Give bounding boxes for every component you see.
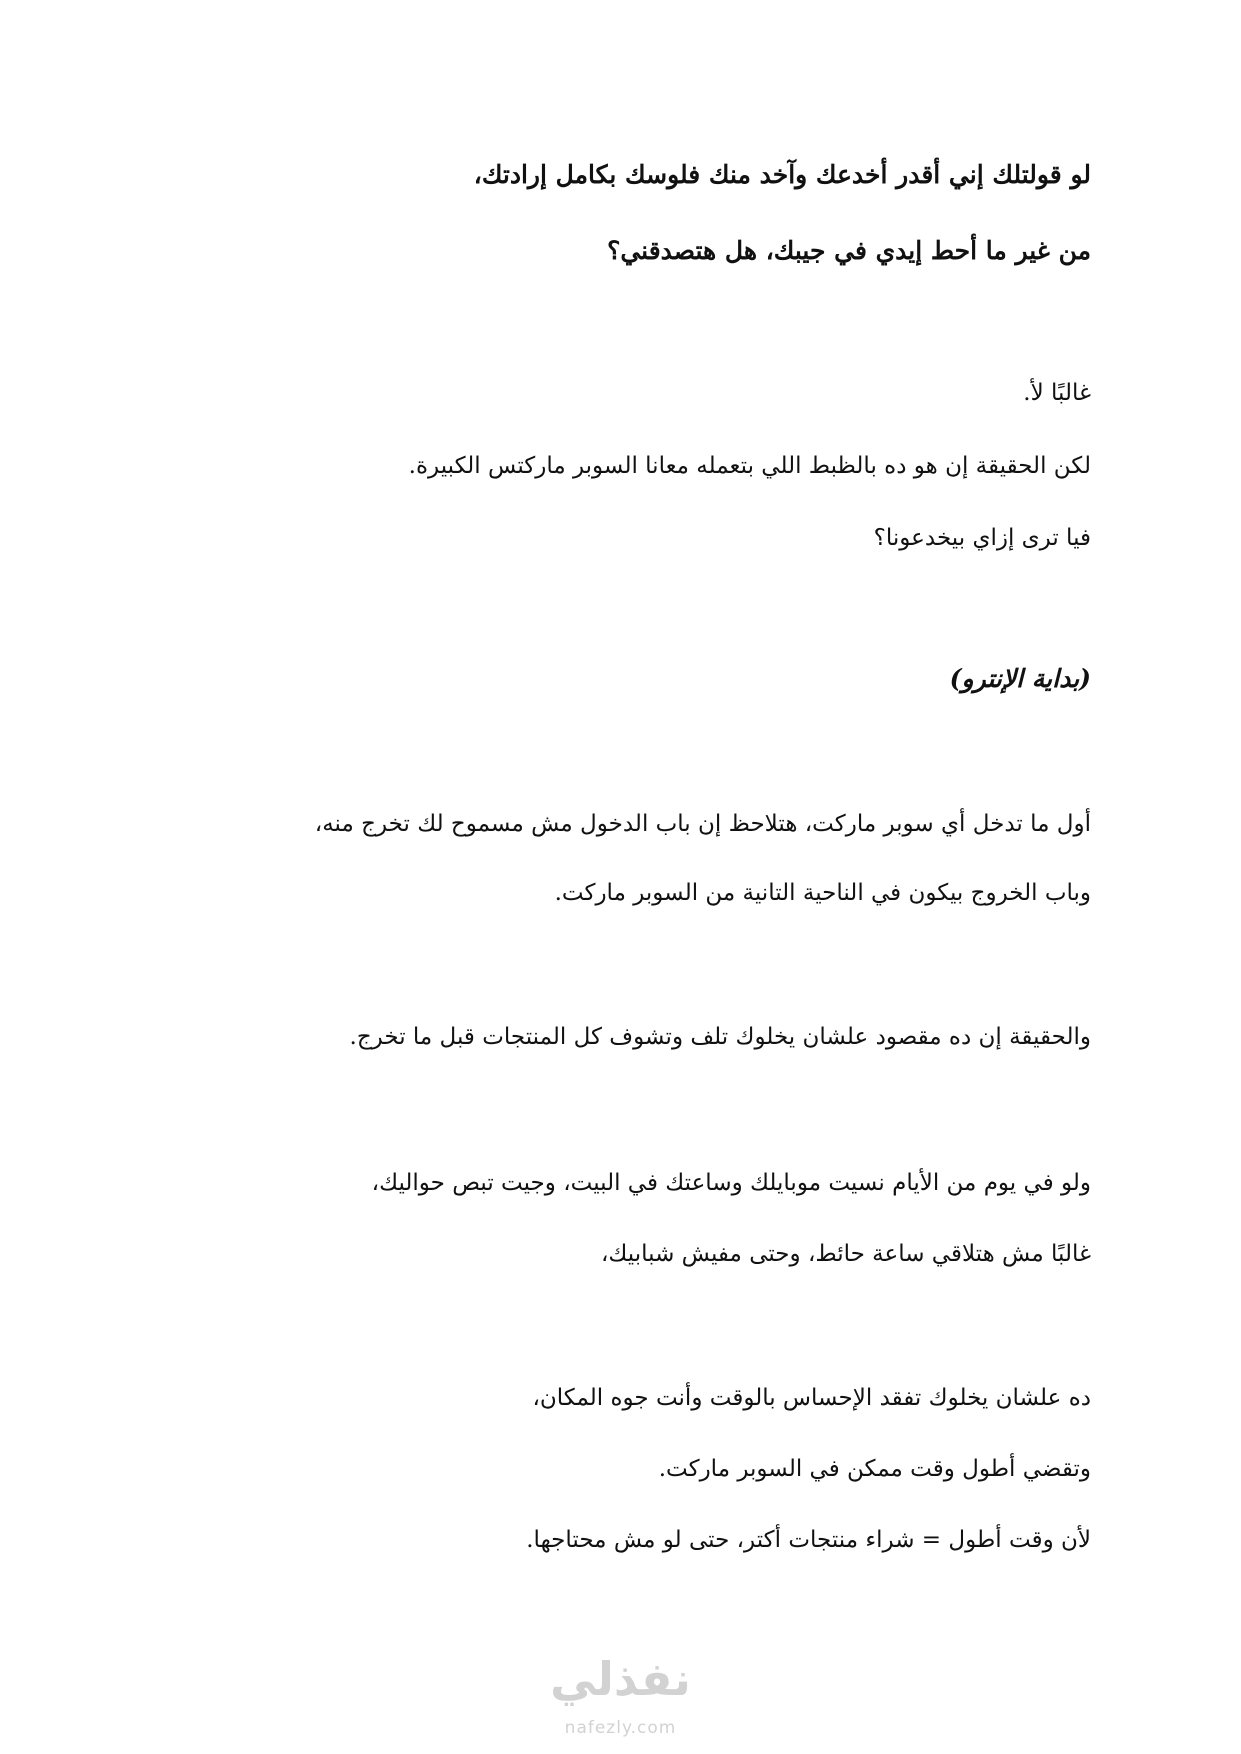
paragraph-line: ولو في يوم من الأيام نسيت موبايلك وساعتك في البيت، وجيت تبص حواليك،: [371, 1170, 1091, 1196]
watermark-url: nafezly.com: [564, 1718, 677, 1738]
paragraph-line: لكن الحقيقة إن هو ده بالظبط اللي بتعمله معانا السوبر ماركتس الكبيرة.: [408, 453, 1091, 479]
paragraph-line: غالبًا لأ.: [1023, 380, 1091, 406]
paragraph-line: غالبًا مش هتلاقي ساعة حائط، وحتى مفيش شبابيك،: [600, 1241, 1091, 1267]
paragraph-line: لأن وقت أطول = شراء منتجات أكتر، حتى لو مش محتاجها.: [526, 1527, 1091, 1553]
paragraph-line: فيا ترى إزاي بيخدعونا؟: [873, 525, 1091, 551]
heading-line-1: لو قولتلك إني أقدر أخدعك وآخد منك فلوسك بكامل إرادتك،: [473, 160, 1091, 189]
watermark-logo: نفذلي: [550, 1652, 691, 1706]
paragraph-line: وتقضي أطول وقت ممكن في السوبر ماركت.: [658, 1456, 1091, 1482]
intro-marker: (بداية الإنترو): [949, 664, 1091, 693]
paragraph-line: والحقيقة إن ده مقصود علشان يخلوك تلف وتشوف كل المنتجات قبل ما تخرج.: [349, 1024, 1091, 1050]
paragraph-line: ده علشان يخلوك تفقد الإحساس بالوقت وأنت جوه المكان،: [532, 1385, 1091, 1411]
paragraph-line: وباب الخروج بيكون في الناحية التانية من السوبر ماركت.: [554, 880, 1091, 906]
paragraph-line: أول ما تدخل أي سوبر ماركت، هتلاحظ إن باب الدخول مش مسموح لك تخرج منه،: [314, 811, 1091, 837]
heading-line-2: من غير ما أحط إيدي في جيبك، هل هتصدقني؟: [607, 236, 1091, 265]
